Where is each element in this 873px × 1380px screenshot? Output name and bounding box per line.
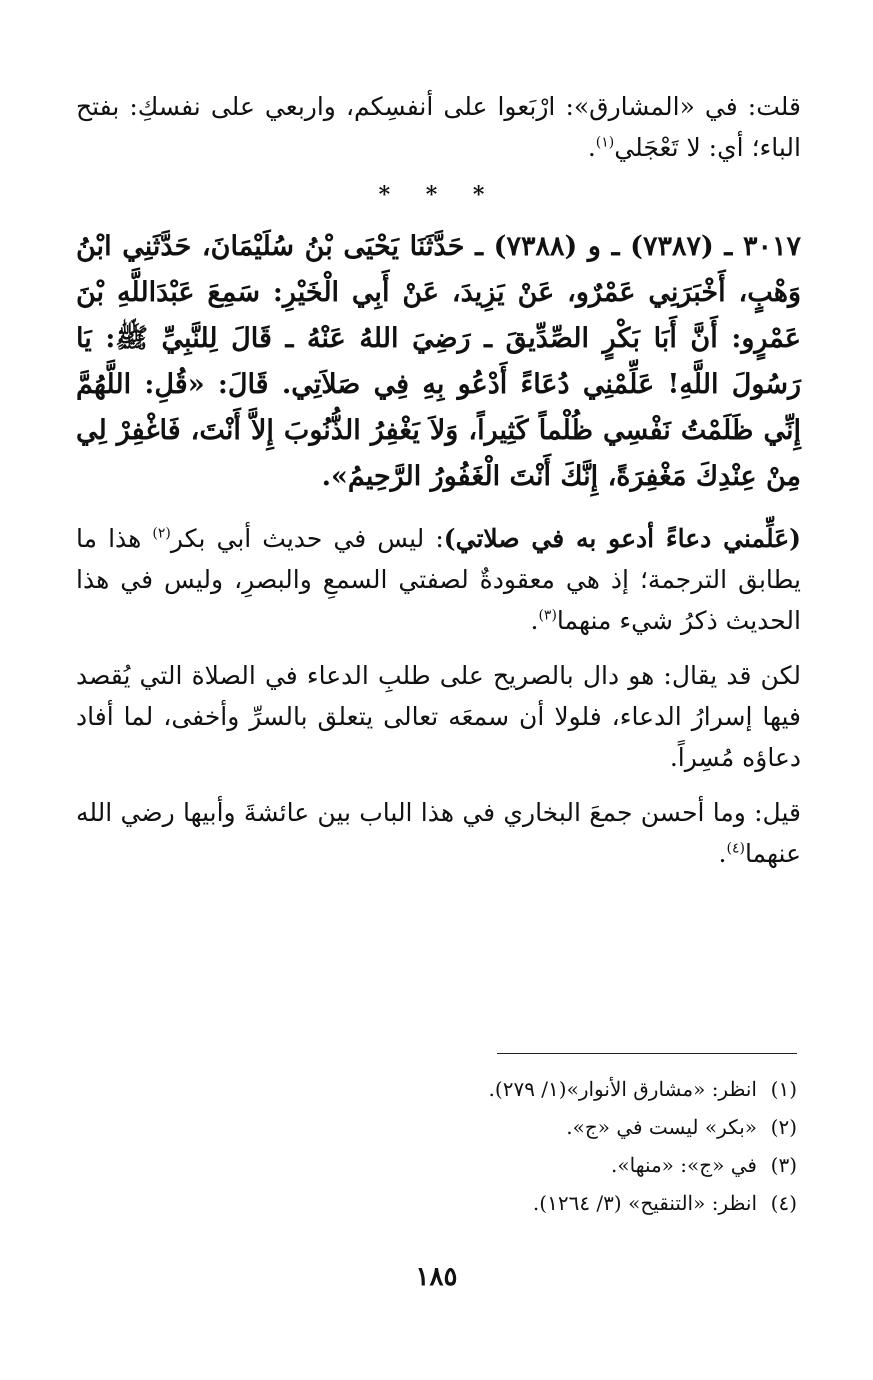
section-separator: * * * [378, 182, 499, 208]
paragraph-2-heading: (عَلِّمني دعاءً أدعو به في صلاتي) [443, 524, 801, 553]
footnote-1-number: (١) [770, 1077, 797, 1101]
paragraph-4-end: . [718, 839, 727, 868]
footnote-2-number: (٢) [770, 1115, 797, 1139]
paragraph-2-text-a: : ليس في حديث أبي بكر [170, 524, 444, 553]
paragraph-1-end: . [587, 133, 596, 162]
paragraph-1 [76, 86, 801, 168]
footnote-3-number: (٣) [770, 1153, 797, 1177]
paragraph-2 [76, 518, 801, 641]
footnote-ref-1[interactable]: (١) [595, 134, 615, 151]
hadith-text: ٣٠١٧ ـ (٧٣٨٧) ـ و (٧٣٨٨) ـ حَدَّثَنَا يَحْيَى بْنُ سُلَيْمَانَ، حَدَّثَنِي ابْنُ وَهْبٍ، أَخْبَرَنِي عَمْرٌو، عَنْ يَزِيدَ، عَنْ أَبِي الْخَيْرِ: سَمِعَ عَبْدَاللَّهِ بْنَ عَمْرٍو: أَنَّ أَبَا بَكْرٍ الصِّدِّيقَ ـ رَضِيَ اللهُ عَنْهُ ـ قَالَ لِلنَّبِيِّ ﷺ: يَا رَسُولَ اللَّهِ! عَلِّمْنِي دُعَاءً أَدْعُو بِهِ فِي صَلاَتِي. قَالَ: «قُلِ: اللَّهُمَّ إِنِّي ظَلَمْتُ نَفْسِي ظُلْماً كَثِيراً، وَلاَ يَغْفِرُ الذُّنُوبَ إِلاَّ أَنْتَ، فَاغْفِرْ لِي مِنْ عِنْدِكَ مَغْفِرَةً، إِنَّكَ أَنْتَ الْغَفُورُ الرَّحِيمُ». [76, 231, 801, 492]
footnotes [72, 1070, 797, 1222]
footnote-1 [72, 1070, 797, 1108]
footnote-ref-4[interactable]: (٤) [726, 840, 745, 857]
footnote-divider [497, 1053, 797, 1054]
page-number: ١٨٥ [415, 1262, 458, 1292]
footnote-4-number: (٤) [770, 1191, 797, 1215]
footnote-1-text: انظر: «مشارق الأنوار»(١/ ٢٧٩). [488, 1077, 757, 1101]
footnote-4-text: انظر: «التنقيح» (٣/ ١٢٦٤). [532, 1191, 757, 1215]
footnote-3 [72, 1146, 797, 1184]
paragraph-3: لكن قد يقال: هو دال بالصريح على طلبِ الدعاء في الصلاة التي يُقصد فيها إسرارُ الدعاء، فلولا أن سمعَه تعالى يتعلق بالسرِّ وأخفى، لما أفاد دعاؤه مُسِراً. [76, 661, 801, 772]
paragraph-4-text: قيل: وما أحسن جمعَ البخاري في هذا الباب بين عائشةَ وأبيها رضي الله عنهما [76, 798, 801, 868]
footnote-ref-2[interactable]: (٢) [152, 525, 171, 542]
footnote-ref-3[interactable]: (٣) [538, 607, 557, 624]
paragraph-1-text: قلت: في «المشارق»: ارْبَعوا على أنفسِكم، واربعي على نفسكِ: بفتح الباء؛ أي: لا تَعْجَلي [76, 92, 801, 162]
footnote-4 [72, 1184, 797, 1222]
paragraph-2-end: . [530, 606, 539, 635]
paragraph-4 [76, 792, 801, 874]
page-body [76, 86, 801, 874]
footnote-3-text: في «ج»: «منها». [611, 1153, 757, 1177]
footnote-2 [72, 1108, 797, 1146]
footnote-2-text: «بكر» ليست في «ج». [566, 1115, 757, 1139]
paragraph-2-text-b: هذا ما يطابق الترجمة؛ إذ هي معقودةٌ لصفتي السمعِ والبصرِ، وليس في هذا الحديث ذكرُ شيء منهما [76, 524, 801, 635]
